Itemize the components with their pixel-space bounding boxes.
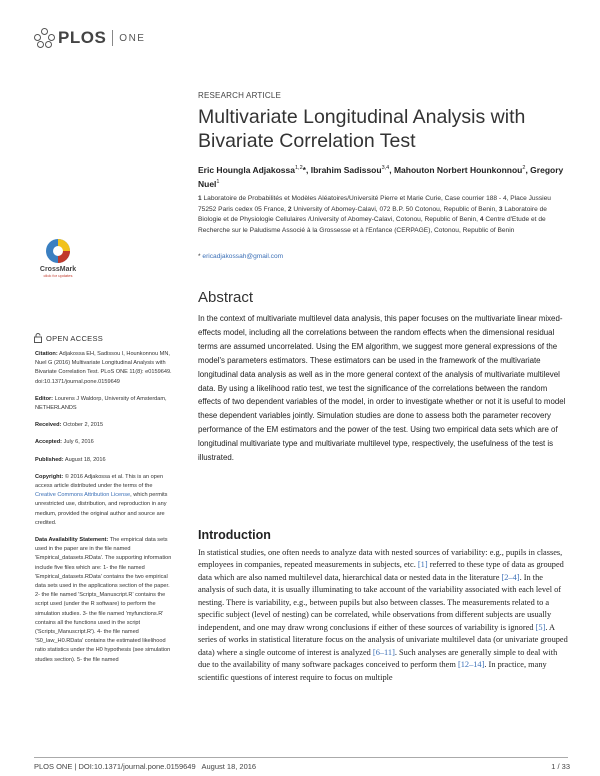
published-label: Published: <box>35 456 64 463</box>
corresponding-email <box>198 253 283 260</box>
accepted-label: Accepted: <box>35 439 63 446</box>
plos-one-logo[interactable] <box>34 28 145 48</box>
author-name[interactable]: Mahouton Norbert Hounkonnou <box>393 164 523 175</box>
crossmark-sublabel: click for updates <box>43 273 73 278</box>
affiliation-number: 2 <box>287 205 292 213</box>
accepted-block <box>35 438 173 447</box>
abstract-text: In the context of multivariate multilevel data analysis, this paper focuses on the multivariate linear mixed-effects model, including all the correlations between the random effects when the dimensional residual terms are assumed uncorrelated. Using the EM algorithm, we suggest more general expressions of the model's parameters estimators. These estimators can be used in the framework of the multivariate longitudinal data analysis as well as in the more general context of the analysis of multivariate multilevel data. By using a likelihood ratio test, we test the significance of the correlations between the random effects of two dependent variables of the model, in order to investigate whether or not it is useful to model these dependent variables jointly. Simulation studies are done to assess both the parameter recovery performance of the EM estimators and the power of the test. Using two empirical data sets which are of longitudinal multivariate type and multivariate multilevel type, respectively, the usefulness of the test is illustrated. <box>198 314 566 463</box>
paper-title: Multivariate Longitudinal Analysis with Bivariate Correlation Test <box>198 106 526 152</box>
article-metadata-sidebar <box>35 350 173 673</box>
affiliation-text: Laboratoire de Biologie et de Physiologie Cellulaires /University of Abomey-Calavi, Cotonou, Republic of Benin, <box>198 205 547 223</box>
page-number: 1 / 33 <box>551 762 570 771</box>
received-label: Received: <box>35 422 62 429</box>
author-affiliation-marker: 1,2 <box>295 165 303 171</box>
data-availability-text: The empirical data sets used in the paper are in the file named 'Empirical_datasets.RData'. The supporting information include five files which are: 1- the file named 'Empirical_datasets.RData' contains the two empirical data sets used in the applications section of the paper. 2- the file named 'Scripts_Manuscript.R' contains the script used (under the R software) to perform the simulation studies. 3- the file named 'myfunctions.R' contains all the functions used in the script ('Scripts_Manuscript.R'). 4- the file named 'S0_law_H0.RData' contains the estimated likelihood ratio statistics under the H0 hypothesis (see simulation studies section). 5- the file named <box>35 537 172 663</box>
footer-divider <box>34 757 568 758</box>
copyright-text: © 2016 Adjakossa et al. This is an open access article distributed under the terms of the <box>35 473 164 490</box>
article-type: RESEARCH ARTICLE <box>198 91 282 100</box>
introduction-heading: Introduction <box>198 528 271 542</box>
author-affiliation-marker: 1 <box>216 178 220 185</box>
copyright-text: , which permits unrestricted use, distribution, and reproduction in any medium, provided the original author and source are credited. <box>35 492 168 526</box>
received-date: October 2, 2015 <box>63 422 104 429</box>
citation-text: Adjakossa EH, Sadissou I, Hounkonnou MN, Nuel G (2016) Multivariate Longitudinal Analysis with Bivariate Correlation Test. PLoS ONE 11(8): e0159649. doi:10.1371/journal.pone.0159649 <box>35 351 172 385</box>
corresponding-mark: * <box>302 164 306 175</box>
open-access-badge <box>34 333 103 343</box>
journal-name: ONE <box>119 32 146 44</box>
affiliation-number: 1 <box>198 195 202 202</box>
copyright-label: Copyright: <box>35 473 64 480</box>
citation-block <box>35 350 173 387</box>
body-text: . In the analysis of such data, it is usually illuminating to take account of the variability associated with each level of nesting. There is variability, e.g., between pupils but also between classes. The measurements related to a specific subject (level of nesting) can be correlated, while observations from different subjects are usually independent, and one may draw wrong conclusions if either of these sources of variability is ignored <box>198 572 562 632</box>
published-block <box>35 456 173 465</box>
open-access-label: OPEN ACCESS <box>46 333 104 343</box>
citation-label: Citation: <box>35 351 58 357</box>
reference-link[interactable]: [5] <box>535 622 546 632</box>
affiliation-number: 3 <box>498 205 503 213</box>
affiliation-text: University of Abomey-Calavi, 072 B.P. 50 Cotonou, Republic of Benin, <box>293 205 498 213</box>
crossmark-icon <box>45 238 71 264</box>
abstract-heading: Abstract <box>198 289 254 306</box>
brand-name: PLOS <box>58 28 107 47</box>
affiliation-number: 4 <box>479 216 484 223</box>
plos-dots-icon <box>34 28 54 48</box>
open-lock-icon <box>34 333 42 343</box>
footer-citation: PLOS ONE | DOI:10.1371/journal.pone.0159649 August 18, 2016 <box>34 762 257 771</box>
reference-link[interactable]: [2–4] <box>501 572 520 582</box>
copyright-block <box>35 473 173 528</box>
author-name[interactable]: Ibrahim Sadissou <box>310 164 382 175</box>
body-text: referred to these type of data as grouped data which are also named multilevel data, hierarchical data or nested data in the literature <box>198 560 564 582</box>
editor-block <box>35 395 173 413</box>
author-list: Eric Houngla Adjakossa$^{1,2}$*, Ibrahim Sadissou$^{3,4}$, Mahouton Norbert Hounkonnou$^2$, Gregory Nuel$^1$ <box>198 164 564 189</box>
published-date: August 18, 2016 <box>64 456 106 463</box>
body-text: . In practice, many scientific questions of interest require to focus on multiple <box>198 660 547 682</box>
crossmark-badge[interactable] <box>35 238 81 278</box>
body-text: . A series of works in statistical literature focus on the analysis of univariate multilevel data (or univariate grouped data) where a single outcome of interest is analyzed <box>198 622 568 657</box>
editor-label: Editor: <box>35 395 54 402</box>
affiliation-text: Centre d'Etude et de Recherche sur le Paludisme Associé à la Grossesse et à l'Enfance (CERPAGE), Cotonou, Republic of Benin <box>198 216 546 234</box>
logo-divider <box>112 30 113 46</box>
author-name[interactable]: Gregory Nuel <box>198 164 564 189</box>
reference-link[interactable]: [1] <box>417 560 428 570</box>
reference-link[interactable]: [6–11] <box>372 647 395 657</box>
introduction-text <box>198 547 570 684</box>
reference-link[interactable]: [12–14] <box>457 660 485 670</box>
email-mark: * <box>198 253 201 260</box>
data-availability-label: Data Availability Statement: <box>35 537 109 544</box>
license-link[interactable]: Creative Commons Attribution License <box>35 492 131 499</box>
data-availability-block <box>35 536 173 665</box>
author-name[interactable]: Eric Houngla Adjakossa <box>198 164 295 175</box>
affiliations <box>198 194 568 236</box>
author-affiliation-marker: 3,4 <box>381 165 390 171</box>
accepted-date: July 6, 2016 <box>63 439 94 446</box>
crossmark-label: CrossMark <box>39 266 77 273</box>
editor-text: Lourens J Waldorp, University of Amsterdam, NETHERLANDS <box>35 395 167 412</box>
body-text: . Such analyses are generally simple to deal with due to the availability of many software packages conceived to perform them <box>198 647 558 670</box>
email-link[interactable]: ericadjakossah@gmail.com <box>202 253 284 260</box>
author-affiliation-marker: 2 <box>522 165 526 171</box>
affiliation-text: Laboratoire de Probabilités et Modèles Aléatoires/Université Pierre et Marie Curie, Case courrier 188 - 4, Place Jussieu 75252 Paris cedex 05 France, <box>198 195 551 213</box>
received-block <box>35 421 173 430</box>
body-text: In statistical studies, one often needs to analyze data with nested sources of variability: e.g., pupils in classes, employees in companies, repeated measurements in subjects, etc. <box>198 548 563 570</box>
